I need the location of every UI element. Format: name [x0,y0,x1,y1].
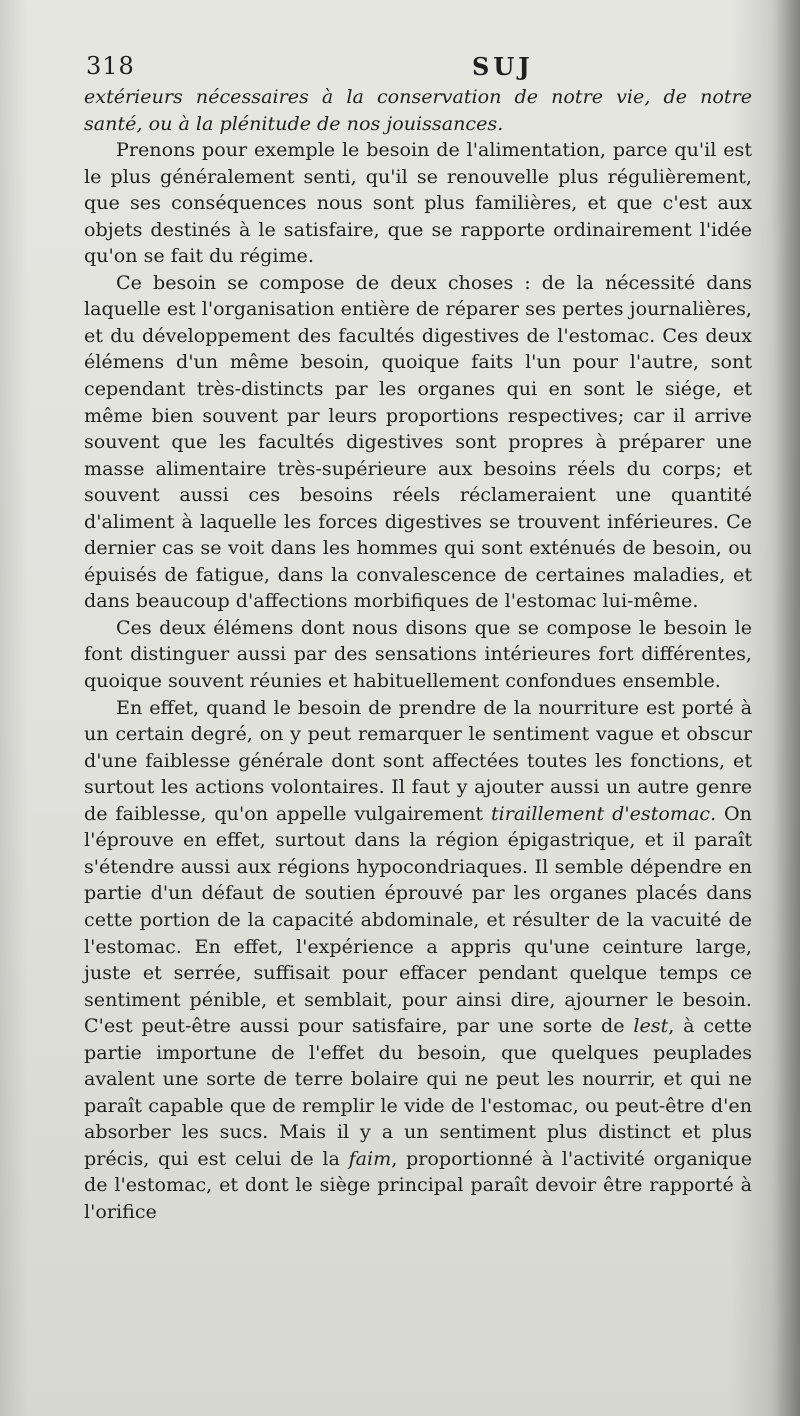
paragraph: Prenons pour exemple le besoin de l'alimentation, parce qu'il est le plus généralement senti, qu'il se renouvelle plus régulièrement, que ses conséquences nous sont plus familières, et que c'est aux objets destinés à le satisfaire, que se rapporte ordinairement l'idée qu'on se fait du régime. [84,138,752,268]
italic-term: lest [633,1014,669,1038]
running-head: SUJ [472,52,534,81]
italic-term: tiraillement d'estomac. [490,801,717,825]
paragraph: Ces deux élémens dont nous disons que se compose le besoin le font distinguer aussi par des sensations intérieures fort différentes, quoique souvent réunies et habituellement confondues ensemble. [84,615,752,693]
italic-term: faim [348,1146,392,1170]
text-run: On l'éprouve en effet, surtout dans la région épigastrique, et il paraît s'étendre aussi aux régions hypocondriaques. Il semble dépendre en partie d'un défaut de soutien éprouvé par les organes placés dans cette portion de la capacité abdominale, et résulter de la vacuité de l'estomac. En effet, l'expérience a appris qu'une ceinture large, juste et serrée, suffisait pour effacer pendant quelque temps ce sentiment pénible, et semblait, pour ainsi dire, ajourner le besoin. C'est peut-être aussi pour satisfaire, par une sorte de [84,801,752,1038]
paragraph: Ce besoin se compose de deux choses : de la nécessité dans laquelle est l'organisation entière de réparer ses pertes journalières, et du développement des facultés digestives de l'estomac. Ces deux élémens d'un même besoin, quoique faits l'un pour l'autre, sont cependant très-distincts par les organes qui en sont le siége, et même bien souvent par leurs proportions respectives; car il arrive souvent que les facultés digestives sont propres à préparer une masse alimentaire très-supérieure aux besoins réels du corps; et souvent aussi ces besoins réels réclameraient une quantité d'aliment à laquelle les forces digestives se trouvent inférieures. Ce dernier cas se voit dans les hommes qui sont exténués de besoin, ou épuisés de fatigue, dans la convalescence de certaines maladies, et dans beaucoup d'affections morbifiques de l'estomac lui-même. [84,270,752,613]
text-run: En effet, quand le besoin de prendre de la nourriture est porté à un certain degré, on y peut remarquer le sentiment vague et obscur d'une faiblesse générale dont sont affectées toutes les fonctions, et surtout les actions volontaires. Il faut y ajouter aussi un autre genre de faiblesse, qu'on appelle vulgairement [84,695,752,825]
page-header [86,52,754,86]
paragraph-continuation: extérieurs nécessaires à la conservation de notre vie, de notre santé, ou à la plénitude de nos jouissances. [84,85,752,135]
page-edge-shadow [776,0,800,1416]
text-run: , à cette partie importune de l'effet du besoin, que quelques peuplades avalent une sorte de terre bolaire qui ne peut les nourrir, et qui ne paraît capable que de remplir le vide de l'estomac, ou peut-être d'en absorber les sucs. Mais il y a un sentiment plus distinct et plus précis, qui est celui de la [84,1014,753,1170]
body-text [84,84,752,1226]
text-run: , proportionné à l'activité organique de l'estomac, et dont le siège principal paraît devoir être rapporté à l'orifice [84,1146,752,1223]
page-number: 318 [86,52,135,80]
paragraph [84,695,752,1226]
